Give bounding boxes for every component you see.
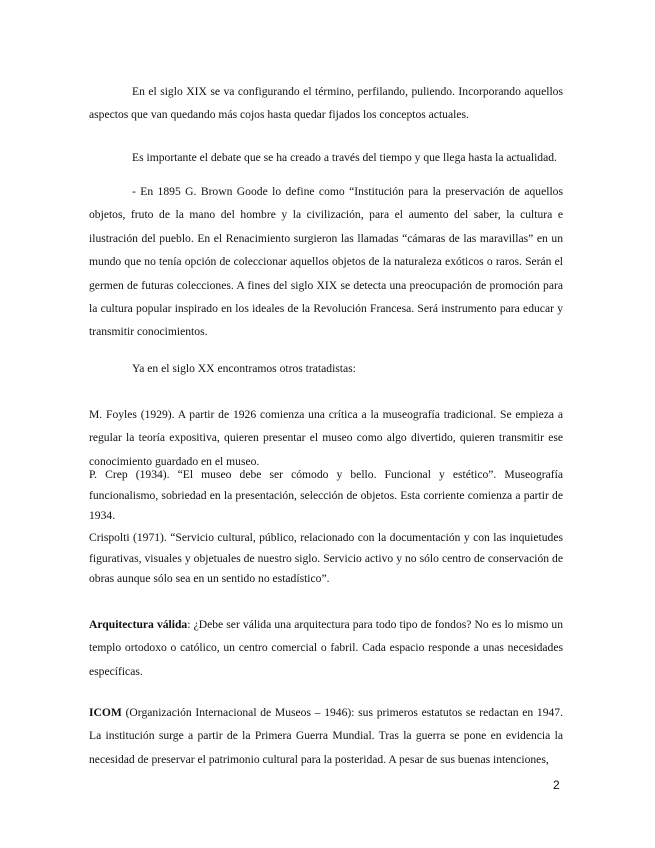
paragraph-icom [89, 701, 563, 771]
paragraph-crispolti: Crispolti (1971). “Servicio cultural, público, relacionado con la documentación y con las inquietudes figurativas, visuales y objetuales de nuestro siglo. Servicio activo y no sólo centro de conservación de obras aunque sólo sea en un sentido no estadístico”. [89, 531, 563, 585]
arquitectura-label: Arquitectura válida [89, 618, 188, 631]
paragraph-debate: Es importante el debate que se ha creado a través del tiempo y que llega hasta la actualidad. [132, 151, 557, 164]
page-number: 2 [553, 778, 560, 792]
paragraph-siglo-xx: Ya en el siglo XX encontramos otros tratadistas: [132, 362, 356, 375]
paragraph-brown-goode: - En 1895 G. Brown Goode lo define como “Institución para la preservación de aquellos objetos, fruto de la mano del hombre y la civilización, para el aumento del saber, la cultura e ilustración del pueblo. En el Renacimiento surgieron las llamadas “cámaras de las maravillas” en un mundo que no tenía opción de coleccionar aquellos objetos de la naturaleza exóticos o raros. Serán el germen de futuras colecciones. A fines del siglo XIX se detecta una preocupación de promoción para la cultura popular inspirado en los ideales de la Revolución Francesa. Será instrumento para educar y transmitir conocimientos. [89, 185, 563, 339]
paragraph-arquitectura [89, 613, 563, 683]
paragraph-foyles: M. Foyles (1929). A partir de 1926 comienza una crítica a la museografía tradicional. Se empieza a regular la teoría expositiva, quieren presentar el museo como algo divertido, quieren transmitir ese conocimiento guardado en el museo. [89, 408, 563, 468]
paragraph-siglo-xix: En el siglo XIX se va configurando el término, perfilando, puliendo. Incorporando aquellos aspectos que van quedando más cojos hasta quedar fijados los conceptos actuales. [89, 85, 563, 122]
paragraph-crep: P. Crep (1934). “El museo debe ser cómodo y bello. Funcional y estético”. Museografía funcionalismo, sobriedad en la presentación, selección de objetos. Esta corriente comienza a partir de 1934. [89, 468, 563, 522]
arquitectura-text: : ¿Debe ser válida una arquitectura para todo tipo de fondos? No es lo mismo un templo ortodoxo o católico, un centro comercial o fabril. Cada espacio responde a unas necesidades específicas. [89, 618, 563, 678]
icom-label: ICOM [89, 706, 122, 719]
icom-text: (Organización Internacional de Museos – 1946): sus primeros estatutos se redactan en 1947. La institución surge a partir de la Primera Guerra Mundial. Tras la guerra se pone en evidencia la necesidad de preservar el patrimonio cultural para la posteridad. A pesar de sus buenas intenciones, [89, 706, 563, 766]
